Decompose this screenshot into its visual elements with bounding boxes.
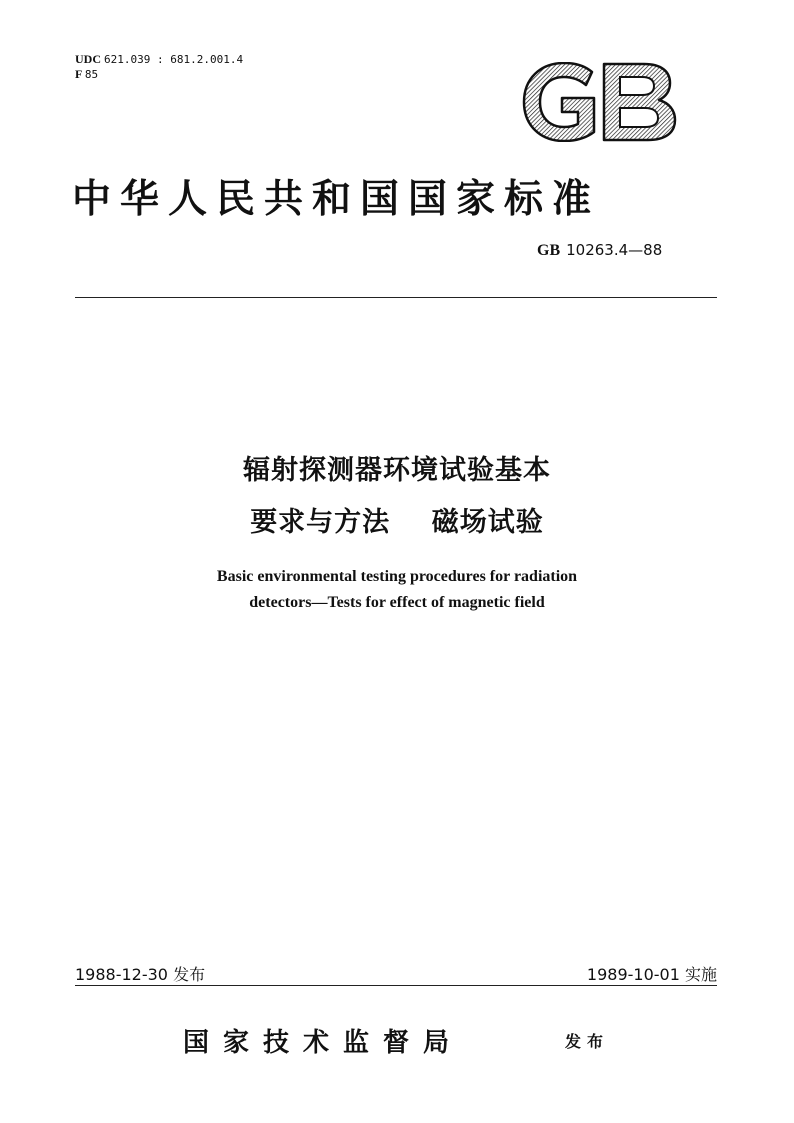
issue-date: 1988-12-30 发布 [75,965,206,984]
standard-number [537,241,662,260]
title-en-line2: detectors—Tests for effect of magnetic field [249,594,545,611]
title-cn-line2: 要求与方法 磁场试验 [250,507,544,538]
top-divider [75,297,717,298]
f-label: F [75,67,82,81]
f-line [75,67,243,82]
national-standard-title: 中华人民共和国国家标准 [72,176,601,222]
bottom-divider [75,985,717,986]
issuer-suffix: 发布 [565,1032,610,1051]
issuer-name: 国家技术监督局 [183,1028,464,1058]
title-en-line1: Basic environmental testing procedures for radiation [216,568,578,585]
f-code: 85 [84,68,99,81]
udc-line [75,52,243,67]
effective-date: 1989-10-01 实施 [586,965,717,984]
udc-label: UDC [75,52,101,66]
standard-number-code: 10263.4—88 [566,241,663,259]
standard-number-prefix: GB [537,242,561,259]
title-cn-line1: 辐射探测器环境试验基本 [243,455,551,486]
classification-codes [75,52,243,82]
gb-standard-logo-icon [520,62,678,142]
udc-code: 621.039 : 681.2.001.4 [104,53,244,66]
